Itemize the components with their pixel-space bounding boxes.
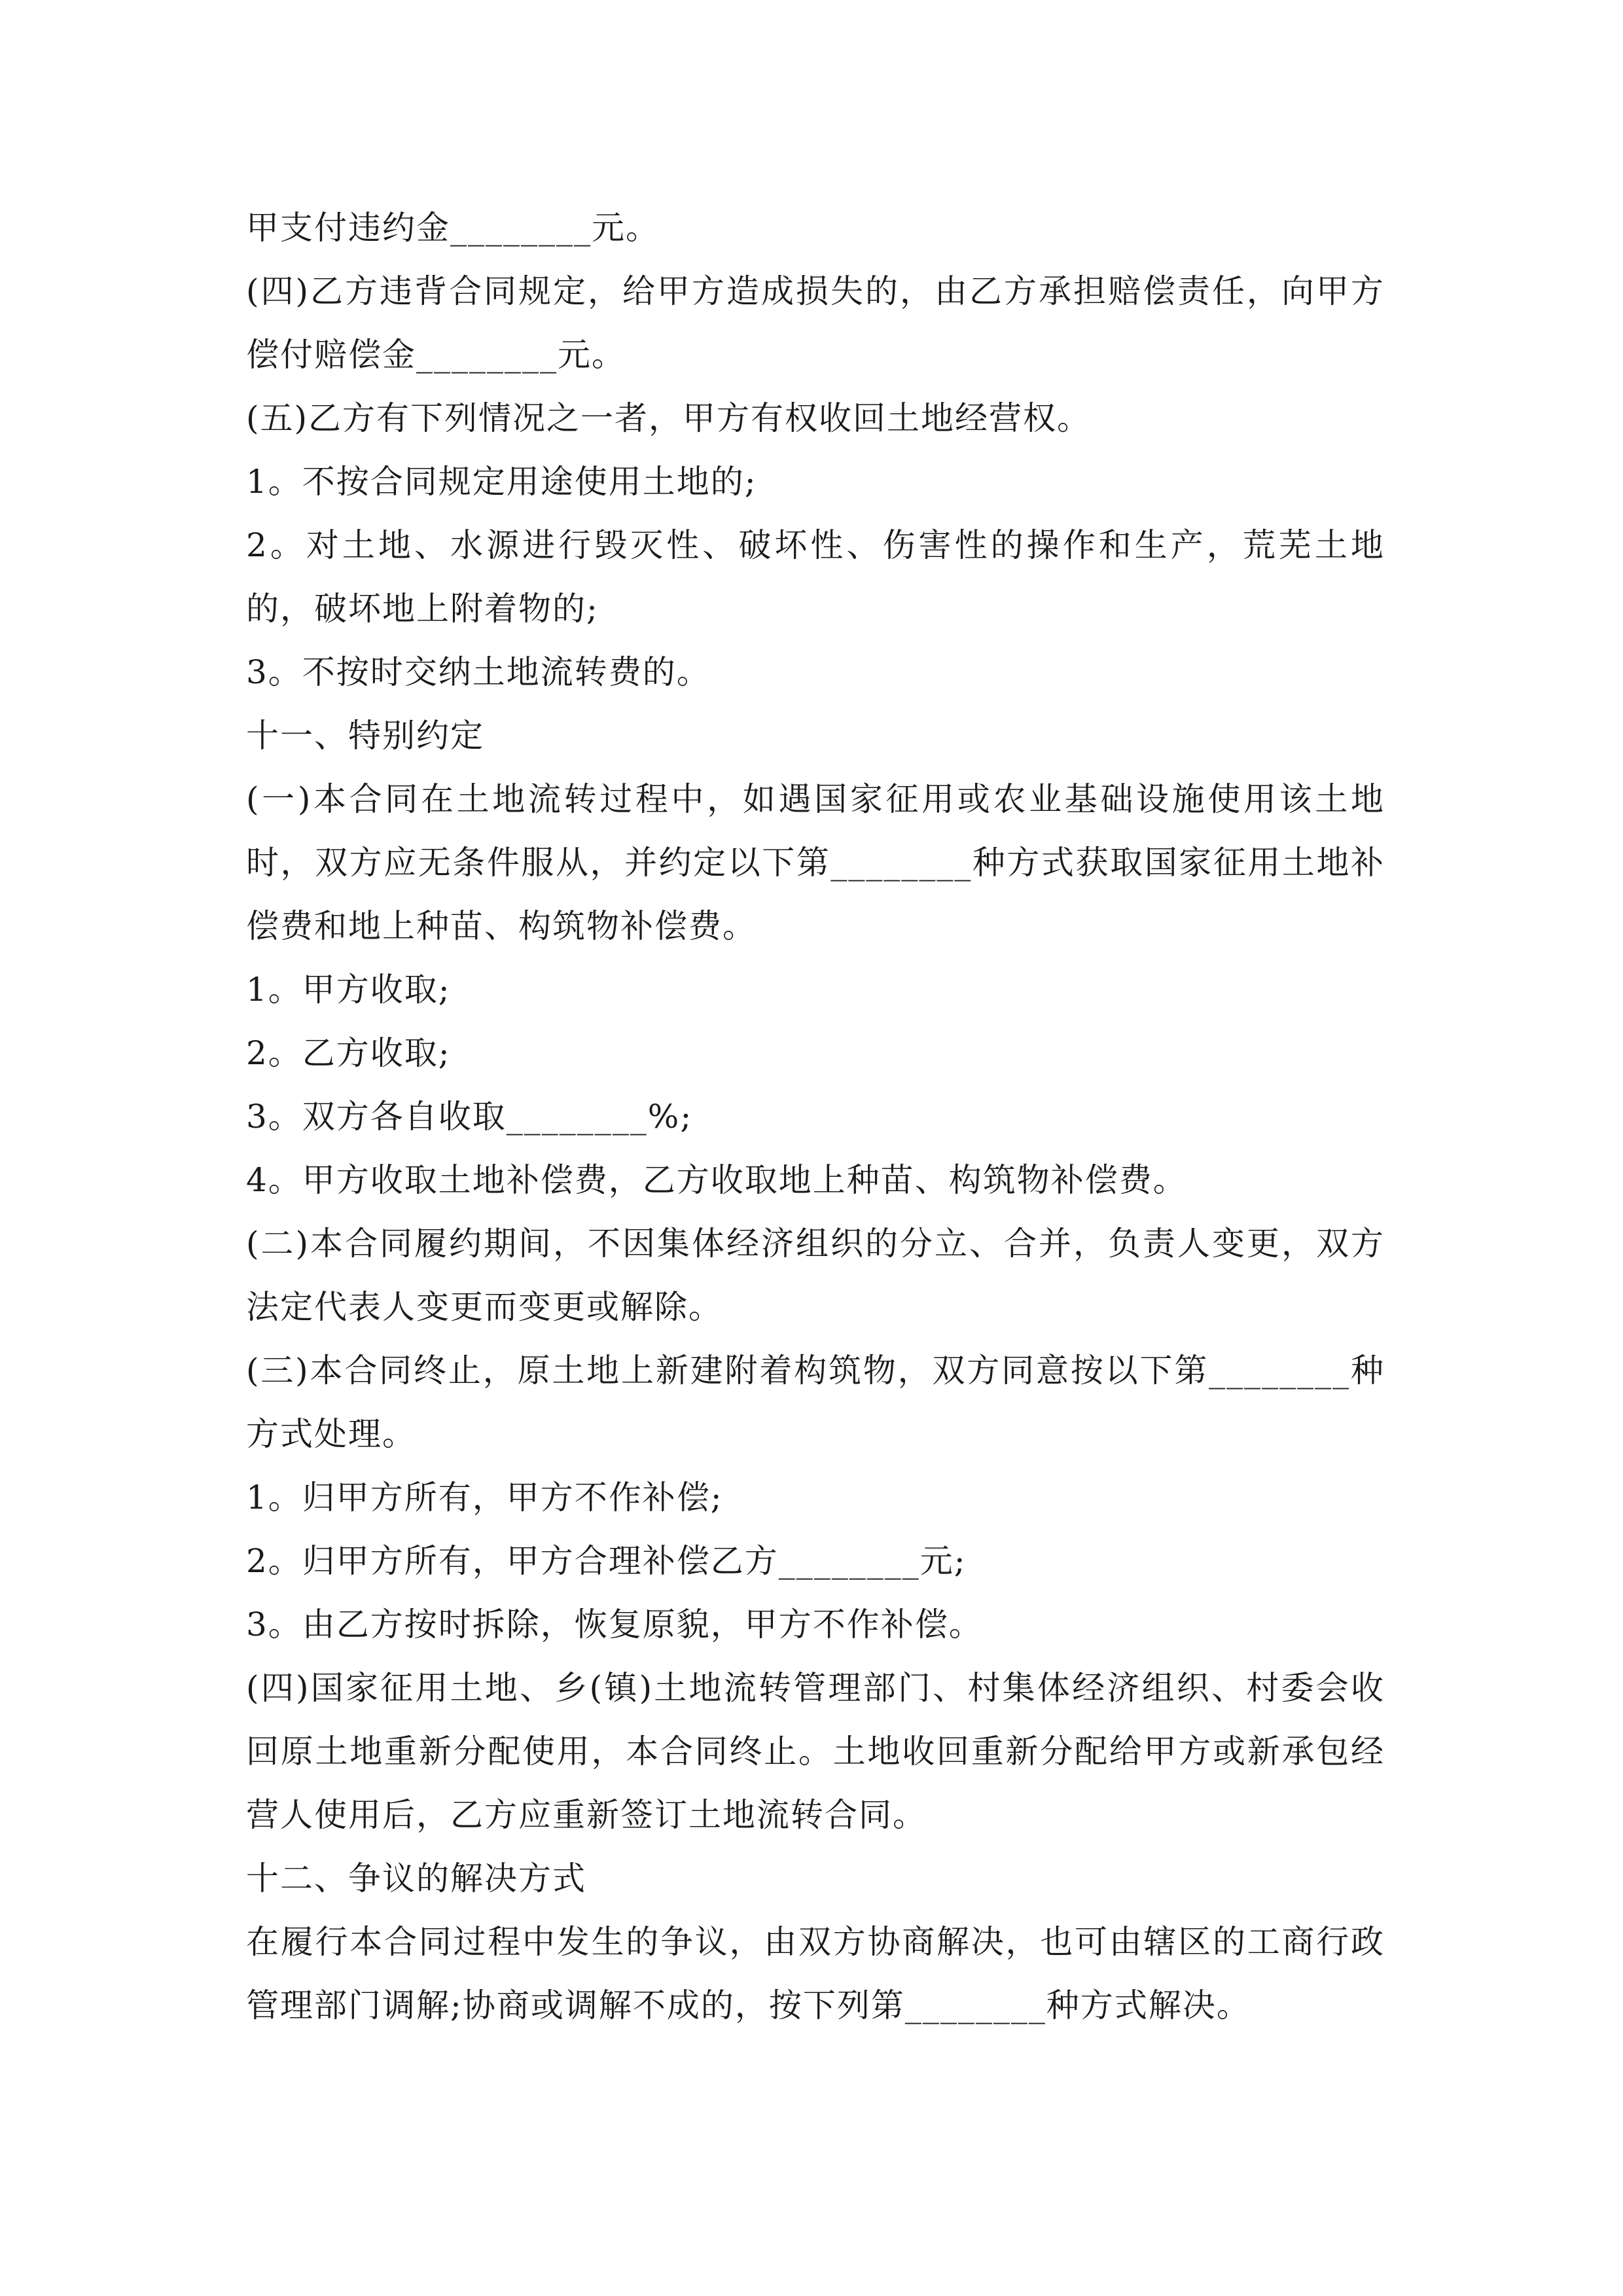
paragraph: (二)本合同履约期间，不因集体经济组织的分立、合并，负责人变更，双方法定代表人变更而变更或解除。 [246, 1225, 1385, 1326]
paragraph: (四)国家征用土地、乡(镇)土地流转管理部门、村集体经济组织、村委会收回原土地重新分配使用，本合同终止。土地收回重新分配给甲方或新承包经营人使用后，乙方应重新签订土地流转合同。 [246, 1669, 1385, 1834]
paragraph: (一)本合同在土地流转过程中，如遇国家征用或农业基础设施使用该土地时，双方应无条件服从，并约定以下第________种方式获取国家征用土地补偿费和地上种苗、构筑物补偿费。 [246, 780, 1385, 945]
list-item: 2。对土地、水源进行毁灭性、破坏性、伤害性的操作和生产，荒芜土地的，破坏地上附着物的; [246, 526, 1385, 628]
paragraph: 甲支付违约金________元。 [246, 209, 660, 247]
contract-body [246, 196, 1385, 2037]
list-item: 4。甲方收取土地补偿费，乙方收取地上种苗、构筑物补偿费。 [246, 1161, 1187, 1199]
paragraph: 在履行本合同过程中发生的争议，由双方协商解决，也可由辖区的工商行政管理部门调解;协商或调解不成的，按下列第________种方式解决。 [246, 1923, 1385, 2024]
list-item: 1。归甲方所有，甲方不作补偿; [246, 1479, 723, 1516]
list-item: 3。由乙方按时拆除，恢复原貌，甲方不作补偿。 [246, 1605, 983, 1643]
section-heading: 十二、争议的解决方式 [246, 1859, 586, 1897]
list-item: 2。归甲方所有，甲方合理补偿乙方________元; [246, 1542, 967, 1580]
list-item: 1。不按合同规定用途使用土地的; [246, 463, 757, 501]
list-item: 1。甲方收取; [246, 971, 451, 1009]
list-item: 2。乙方收取; [246, 1034, 451, 1072]
list-item: 3。双方各自收取________%; [246, 1098, 693, 1136]
paragraph: (五)乙方有下列情况之一者，甲方有权收回土地经营权。 [246, 399, 1092, 437]
paragraph: (四)乙方违背合同规定，给甲方造成损失的，由乙方承担赔偿责任，向甲方偿付赔偿金________元。 [246, 272, 1385, 374]
list-item: 3。不按时交纳土地流转费的。 [246, 653, 711, 691]
paragraph: (三)本合同终止，原土地上新建附着构筑物，双方同意按以下第________种方式处理。 [246, 1352, 1385, 1453]
section-heading: 十一、特别约定 [246, 717, 484, 755]
